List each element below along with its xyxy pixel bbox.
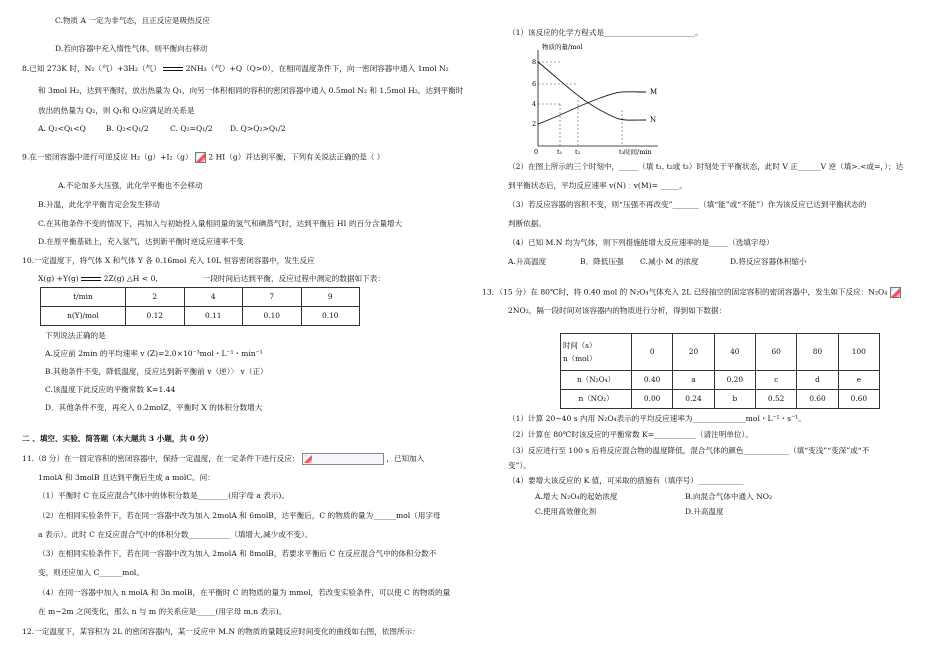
q11-text-a: 11.（8 分）在一固定容积的密闭容器中，保持一定温度，在一定条件下进行反应： <box>22 454 300 463</box>
q8-option-c: C. Q₂=Q₁/2 <box>170 124 213 133</box>
table-cell: 0.24 <box>673 390 714 409</box>
q12-option-a: A.升高温度 <box>508 257 547 266</box>
q10-eq-left: X(g) +Y(g) <box>38 274 79 283</box>
q11-line2: 1molA 和 3molB 且达到平衡后生成 a molC。问： <box>38 473 215 482</box>
table-row <box>41 307 360 326</box>
table-cell: 0.00 <box>632 390 673 409</box>
q13-option-b: B.向混合气体中通入 NO₂ <box>685 492 773 501</box>
curve-m <box>538 92 646 124</box>
section-2-heading: 二 、填空、实验、简答题（本大题共 3 小题，共 0 分） <box>22 434 213 443</box>
q12-part4: （4）已知 M.N 均为气体，则下列措施能增大反应速率的是_____（选填字母） <box>508 238 774 247</box>
q7-option-c: C.物质 A 一定为非气态，且正反应是吸热反应 <box>55 16 210 25</box>
q10-option-a: A.反应前 2min 的平均速率 v (Z)=2.0×10⁻³mol・L⁻¹・min⁻¹ <box>45 349 263 358</box>
y-axis-label: 物质的量/mol <box>542 43 583 51</box>
equilibrium-arrow-icon <box>81 276 101 282</box>
q11-stem <box>22 453 424 465</box>
table-cell: 0.52 <box>755 390 796 409</box>
table-cell: 20 <box>673 334 714 371</box>
right-column <box>480 0 950 672</box>
table-cell: b <box>714 390 755 409</box>
left-column <box>0 0 470 672</box>
q9-option-c: C.在其他条件不变的情况下，再加入与初始投入量相同量的氢气和碘蒸气时，达到平衡后 HI 的百分含量增大 <box>38 219 403 228</box>
q9-text-b: 2 HI（g）并达到平衡，下列有关说法正确的是（ ） <box>208 152 385 162</box>
table-cell: 0.10 <box>301 307 360 326</box>
q13-part4: （4）要增大该反应的 K 值，可采取的措施有（填序号）____________ <box>508 476 744 485</box>
table-cell: e <box>838 371 879 390</box>
q13-part1: （1）计算 20~40 s 内用 N₂O₄表示的平均反应速率为______________mol・L⁻¹・s⁻¹。 <box>508 414 806 423</box>
q8-stem <box>22 64 449 73</box>
q10-option-b: B.其他条件不变，降低温度，反应达到新平衡前 v（逆）〉 v（正） <box>45 367 268 376</box>
x-tick: t₁ <box>557 148 563 156</box>
q12-option-c: C.减小 M 的浓度 <box>640 257 699 266</box>
table-row <box>561 334 880 371</box>
q13-option-a: A.增大 N₂O₄的起始浓度 <box>535 492 618 501</box>
table-header-cell <box>561 334 632 371</box>
table-cell: 4 <box>184 288 243 307</box>
table-cell: 100 <box>838 334 879 371</box>
y-tick: 8 <box>532 58 537 66</box>
table-cell: n（NO₂） <box>561 390 632 409</box>
q10-equation <box>38 274 385 283</box>
table-row <box>41 288 360 307</box>
x-axis-label: 时间/min <box>624 148 652 156</box>
table-row <box>561 371 880 390</box>
q8-line3: 放出的热量为 Q₂，则 Q₁和 Q₂应满足的关系是 <box>38 106 195 115</box>
q8-text-a: 8.已知 273K 时，N₂（气）+3H₂（气） <box>22 64 161 73</box>
q8-option-b: B. Q₂<Q₁/2 <box>106 124 149 133</box>
q13-stem <box>482 287 901 298</box>
q11-part2b: a 表示）。此时 C 在反应混合气中的体积分数___________（填增大,减少或不变）。 <box>38 530 313 539</box>
mn-graph <box>520 40 660 158</box>
q10-eq-right: 2Z(g) △H < 0, <box>103 274 158 283</box>
table-cell: 0.12 <box>126 307 185 326</box>
q11-part4b: 在 m~2m 之间变化，那么 n 与 m 的关系应是_____(用字母 m,n 表示)。 <box>38 607 287 616</box>
q13-text-a: 13．（15 分）在 80℃时，将 0.40 mol 的 N₂O₄气体充入 2L 已经抽空的固定容积的密闭容器中，发生如下反应：N₂O₄ <box>482 287 888 297</box>
q8-option-d: D. Q>Q₂>Q₁/2 <box>230 124 286 133</box>
q9-option-d: D.在原平衡基础上，充入氢气，达到新平衡时逆反应速率不变 <box>38 237 244 246</box>
q10-eq-desc: 一段时间后达到平衡，反应过程中测定的数据如下表： <box>202 274 385 283</box>
q12-part3b: 判断依据。 <box>508 219 546 228</box>
q11-part3: （3）在相同实验条件下，若在同一容器中改为加入 2molA 和 8molB，若要求平衡后 C 在反应混合气中的体积分数不 <box>38 549 437 558</box>
q10-data-table <box>40 287 360 326</box>
y-tick: 6 <box>532 80 537 88</box>
table-cell: n（N₂O₄） <box>561 371 632 390</box>
series-label-m: M <box>650 88 658 96</box>
table-cell: 0.11 <box>184 307 243 326</box>
q10-line1: 10.一定温度下，将气体 X 和气体 Y 各 0.16mol 充入 10L 恒容密闭容器中，发生反应 <box>22 256 315 265</box>
q13-data-table <box>560 333 880 409</box>
q12-option-b: B．降低压强 <box>580 257 624 266</box>
q11-part2: （2）在相同实验条件下，若在同一容器中改为加入 2molA 和 6molB，达平衡后，C 的物质的量为______mol（用字母 <box>38 511 441 520</box>
q9-option-a: A.不论加多大压强，此化学平衡也不会移动 <box>58 181 203 190</box>
q13-option-c: C.使用高效催化剂 <box>535 507 597 516</box>
q11-part1: （1）平衡时 C 在反应混合气体中的体积分数是________(用字母 a 表示)。 <box>38 491 289 500</box>
table-row <box>561 390 880 409</box>
q8-option-a: A. Q₂<Q₁<Q <box>38 124 86 133</box>
table-cell: 0.40 <box>632 371 673 390</box>
reaction-image-icon <box>302 453 384 465</box>
table-cell: 9 <box>301 288 360 307</box>
q11-part4: （4）在同一容器中加入 n molA 和 3n molB，在平衡时 C 的物质的量为 mmol，若改变实验条件，可以使 C 的物质的量 <box>38 588 451 597</box>
q7-option-d: D.若向容器中充入惰性气体，则平衡向右移动 <box>55 44 208 53</box>
equilibrium-image-icon <box>890 287 901 298</box>
table-cell: 2 <box>126 288 185 307</box>
equilibrium-arrow-icon <box>163 66 183 72</box>
y-tick: 4 <box>532 100 537 108</box>
table-cell: 0.20 <box>714 371 755 390</box>
x-tick: t₂ <box>575 148 581 156</box>
q11-part3b: 变，则还应加入 C______mol。 <box>38 568 144 577</box>
table-cell: 0 <box>632 334 673 371</box>
q13-option-d: D.升高温度 <box>685 507 724 516</box>
origin-label: 0 <box>534 148 539 156</box>
table-cell: 60 <box>755 334 796 371</box>
table-cell: 7 <box>243 288 302 307</box>
table-cell: 40 <box>714 334 755 371</box>
y-tick: 2 <box>532 120 537 128</box>
table-cell: 0.10 <box>243 307 302 326</box>
series-label-n: N <box>650 116 657 124</box>
header-mol: n（mol） <box>563 354 597 363</box>
x-tick: t₃ <box>619 148 625 156</box>
table-cell: c <box>755 371 796 390</box>
q12-part1: （1）该反应的化学方程式是________________________。 <box>508 28 703 37</box>
q12-part3: （3）若反应容器的容积不变，则“压强不再改变”_______（填“能”或“不能”）作为该反应已达到平衡状态的 <box>508 200 867 209</box>
table-cell: t/min <box>41 288 126 307</box>
q13-part2: （2）计算在 80℃时该反应的平衡常数 K=___________（请注明单位）。 <box>508 430 753 439</box>
table-cell: a <box>673 371 714 390</box>
equilibrium-image-icon <box>195 152 206 163</box>
table-cell: n(Y)/mol <box>41 307 126 326</box>
table-cell: 0.60 <box>838 390 879 409</box>
q13-part3b: 变”）。 <box>508 461 531 470</box>
q11-text-b: ，已知加入 <box>386 454 425 463</box>
q10-intro: 下列说法正确的是 <box>45 331 106 340</box>
table-cell: 0.60 <box>797 390 838 409</box>
q12-line1: 12.一定温度下，某容积为 2L 的密闭容器内，某一反应中 M.N 的物质的量随反应时间变化的曲线如右图，依图所示： <box>22 627 420 636</box>
q9-text-a: 9.在一密闭容器中进行可逆反应 H₂（g）+I₂（g） <box>22 152 193 162</box>
curve-n <box>538 62 646 120</box>
q9-option-b: B.升温，此化学平衡肯定会发生移动 <box>38 200 160 209</box>
q8-line2: 和 3mol H₂，达到平衡时，放出热量为 Q₁，向另一体积相同的容积的密闭容器中通入 0.5mol N₂ 和 1.5mol H₂，达到平衡时 <box>38 86 464 95</box>
q13-line2: 2NO₂，隔一段时间对该容器内的物质进行分析，得到如下数据： <box>508 306 727 315</box>
q10-option-d: D．其他条件不变，再充入 0.2molZ，平衡时 X 的体积分数增大 <box>45 403 263 412</box>
q9-stem <box>22 152 384 163</box>
table-cell: 80 <box>797 334 838 371</box>
q13-part3: （3）反应进行至 100 s 后将反应混合物的温度降低，混合气体的颜色____________（填“变浅”“变深”或“不 <box>508 446 870 455</box>
q10-option-c: C.该温度下此反应的平衡常数 K=1.44 <box>45 385 176 394</box>
table-cell: d <box>797 371 838 390</box>
q8-text-b: 2NH₃（气）+Q（Q>0），在相同温度条件下，向一密闭容器中通入 1mol N₂ <box>185 64 449 73</box>
q12-option-d: D.将反应容器体积缩小 <box>730 257 807 266</box>
q12-part2: （2）在图上所示的三个时刻中，_____（填 t₁, t₂或 t₃）时刻处于平衡状态，此时 V 正______V 逆（填>.<或=，）；达 <box>508 162 904 171</box>
header-time: 时间（s） <box>563 340 597 350</box>
q12-part2b: 到平衡状态后，平均反应速率 v(N)﹕v(M)= _____。 <box>508 181 687 190</box>
